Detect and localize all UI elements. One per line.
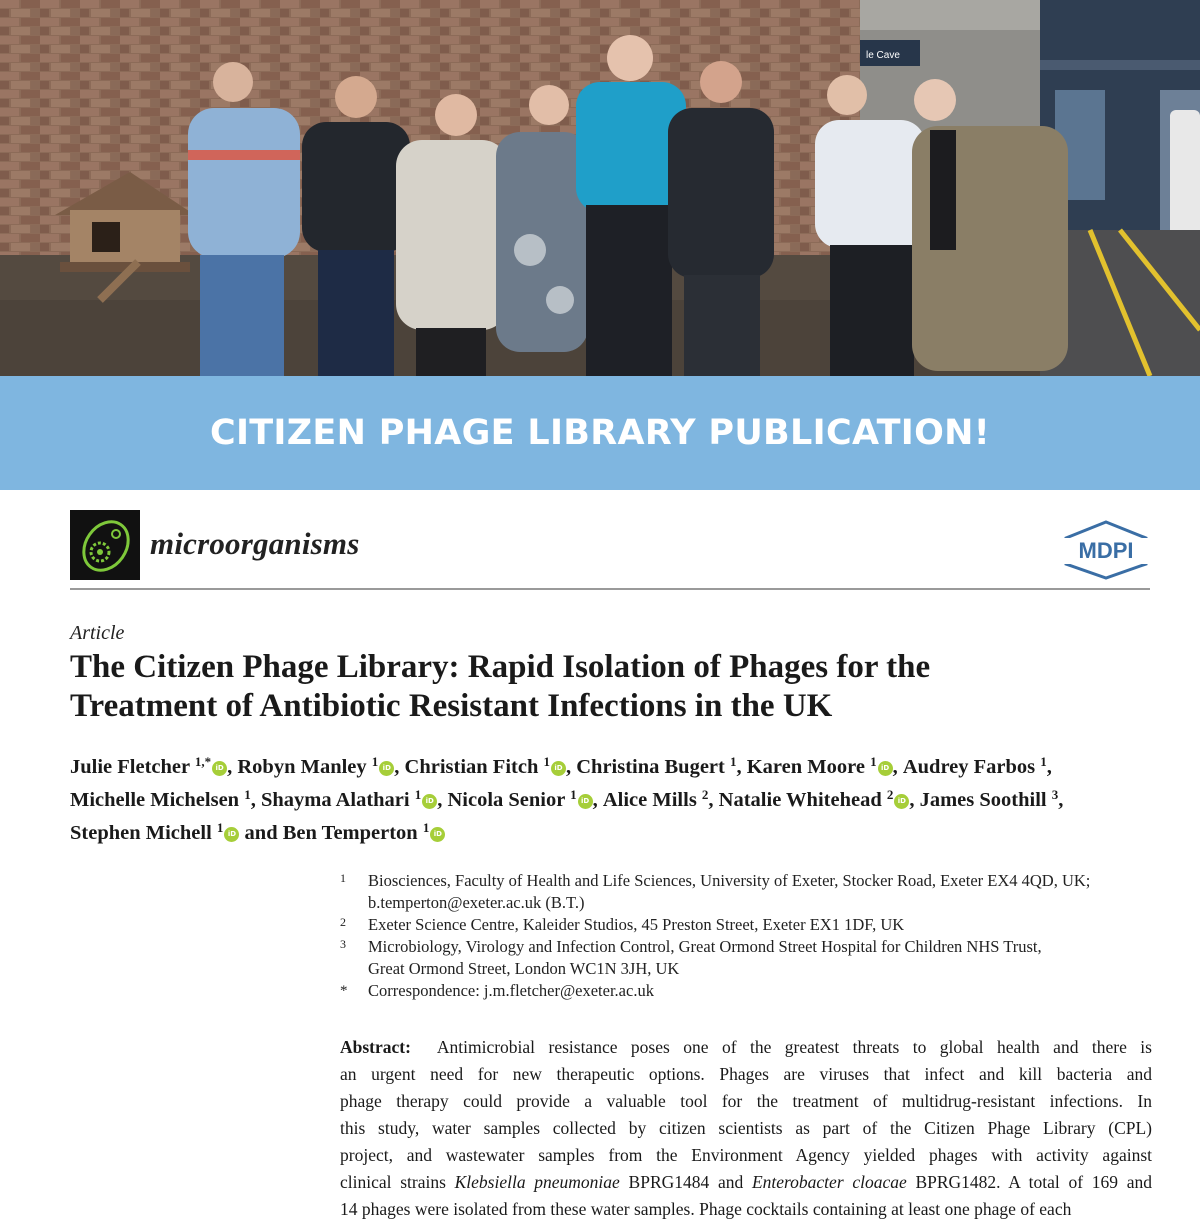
author-separator: ,	[437, 789, 448, 811]
abstract-line: project, and wastewater samples from the Environment Agency yielded phages with activity against	[340, 1145, 1152, 1165]
author	[70, 756, 237, 778]
affiliation-mark: 2	[340, 915, 346, 929]
affiliation	[340, 870, 1150, 914]
author-affiliation-mark: 3	[1051, 787, 1059, 802]
author	[70, 822, 283, 844]
author-affiliation-mark: 1	[244, 787, 251, 802]
author-affiliation-mark: 1	[570, 787, 577, 802]
article-title-line: Treatment of Antibiotic Resistant Infections in the UK	[70, 688, 833, 724]
author-separator: ,	[1046, 756, 1052, 778]
orcid-icon[interactable]: iD	[578, 794, 593, 809]
paper-excerpt	[0, 490, 1200, 1219]
announcement-banner	[0, 376, 1200, 490]
author-separator: ,	[565, 756, 577, 778]
author	[920, 789, 1064, 811]
affiliation	[340, 914, 1150, 936]
author-list	[70, 748, 1160, 847]
author	[747, 756, 903, 778]
affiliation-line: Biosciences, Faculty of Health and Life Sciences, University of Exeter, Stocker Road, Exeter EX4 4QD, UK;	[368, 871, 1091, 890]
author-affiliation-mark: 1	[371, 754, 379, 769]
author-affiliation-mark: 1	[1040, 754, 1047, 769]
author-separator: ,	[708, 789, 719, 811]
author-affiliation-mark: 1,*	[194, 754, 212, 769]
author	[261, 789, 448, 811]
abstract-text: BPRG1482. A total of 169 and	[906, 1172, 1152, 1192]
author-name: Stephen Michell	[70, 822, 212, 844]
abstract	[340, 1034, 1152, 1219]
author-name: Christina Bugert	[576, 756, 725, 778]
affiliation-mark: *	[340, 983, 348, 999]
orcid-icon[interactable]: iD	[894, 794, 909, 809]
author-separator: ,	[892, 756, 903, 778]
author-name: Shayma Alathari	[260, 789, 410, 811]
abstract-label: Abstract:	[340, 1037, 411, 1057]
orcid-icon[interactable]: iD	[379, 761, 394, 776]
author-affiliation-mark: 1	[414, 787, 422, 802]
group-photo-illustration	[0, 0, 1200, 376]
publisher-logo	[1060, 520, 1152, 580]
header-divider	[70, 588, 1150, 590]
species-name: Enterobacter cloacae	[751, 1172, 907, 1192]
banner-title: CITIZEN PHAGE LIBRARY PUBLICATION!	[209, 413, 991, 453]
author-name: Julie Fletcher	[70, 756, 190, 778]
affiliation	[340, 980, 1150, 1002]
author-separator: ,	[227, 756, 238, 778]
orcid-icon[interactable]: iD	[878, 761, 893, 776]
article-title-line: The Citizen Phage Library: Rapid Isolation of Phages for the	[70, 649, 931, 685]
author	[719, 789, 920, 811]
author-name: Christian Fitch	[404, 756, 539, 778]
abstract-text: clinical strains	[340, 1172, 455, 1192]
author-affiliation-mark: 1	[729, 754, 737, 769]
author-name: Robyn Manley	[237, 756, 367, 778]
author-separator: and	[239, 822, 283, 844]
abstract-line-cropped: 14 phages were isolated from these water samples. Phage cocktails containing at least one phage of each	[340, 1199, 1072, 1219]
author-separator: ,	[592, 789, 603, 811]
affiliation-line: b.temperton@exeter.ac.uk (B.T.)	[368, 893, 585, 912]
orcid-icon[interactable]: iD	[422, 794, 437, 809]
author	[903, 756, 1052, 778]
author-name: Nicola Senior	[447, 789, 565, 811]
author-name: Natalie Whitehead	[718, 789, 882, 811]
article-type: Article	[70, 622, 125, 644]
author	[283, 822, 446, 844]
author-affiliation-mark: 1	[870, 754, 877, 769]
abstract-line	[340, 1034, 1152, 1061]
author	[576, 756, 747, 778]
affiliation-line: Exeter Science Centre, Kaleider Studios, 45 Preston Street, Exeter EX1 1DF, UK	[368, 915, 905, 934]
author-affiliation-mark: 2	[886, 787, 894, 802]
author-name: Karen Moore	[746, 756, 865, 778]
journal-name: microorganisms	[150, 526, 360, 561]
orcid-icon[interactable]: iD	[224, 827, 239, 842]
affiliation-line: Microbiology, Virology and Infection Control, Great Ormond Street Hospital for Children NHS Trust,	[368, 937, 1042, 956]
author-separator: ,	[909, 789, 920, 811]
author-affiliation-mark: 1	[216, 820, 224, 835]
author-separator: ,	[736, 756, 747, 778]
abstract-line: this study, water samples collected by citizen scientists as part of the Citizen Phage Library (CPL)	[340, 1118, 1152, 1138]
author	[405, 756, 577, 778]
author-separator: ,	[1058, 789, 1064, 811]
orcid-icon[interactable]: iD	[551, 761, 566, 776]
author	[70, 789, 261, 811]
cog-microbe-icon	[70, 510, 140, 580]
author-name: James Soothill	[919, 789, 1047, 811]
orcid-icon[interactable]: iD	[212, 761, 227, 776]
author-affiliation-mark: 1	[543, 754, 550, 769]
author-name: Alice Mills	[602, 789, 697, 811]
abstract-text: Antimicrobial resistance poses one of the greatest threats to global health and there is	[436, 1037, 1152, 1057]
author-separator: ,	[394, 756, 405, 778]
publisher-name: MDPI	[1078, 538, 1134, 563]
affiliation-mark: 1	[340, 871, 346, 885]
author-name: Ben Temperton	[282, 822, 418, 844]
article-title	[70, 648, 1160, 726]
orcid-icon[interactable]: iD	[430, 827, 445, 842]
group-photo	[0, 0, 1200, 376]
species-name: Klebsiella pneumoniae	[454, 1172, 620, 1192]
affiliation	[340, 936, 1150, 980]
author-separator: ,	[250, 789, 261, 811]
author-affiliation-mark: 2	[701, 787, 709, 802]
abstract-line: phage therapy could provide a valuable tool for the treatment of multidrug-resistant infections. In	[340, 1091, 1152, 1111]
author-name: Michelle Michelsen	[70, 789, 240, 811]
abstract-text: BPRG1484 and	[619, 1172, 752, 1192]
affiliation-line: Correspondence: j.m.fletcher@exeter.ac.uk	[368, 981, 654, 1000]
affiliation-line: Great Ormond Street, London WC1N 3JH, UK	[368, 959, 680, 978]
abstract-line: an urgent need for new therapeutic options. Phages are viruses that infect and kill bacteria and	[340, 1064, 1152, 1084]
author-affiliation-mark: 1	[422, 820, 430, 835]
author	[447, 789, 602, 811]
author	[237, 756, 404, 778]
author	[603, 789, 719, 811]
affiliation-mark: 3	[340, 937, 346, 951]
abstract-line	[340, 1169, 1152, 1196]
sign-text: le Cave	[866, 50, 900, 61]
affiliation-list	[340, 870, 1150, 1002]
author-name: Audrey Farbos	[902, 756, 1036, 778]
